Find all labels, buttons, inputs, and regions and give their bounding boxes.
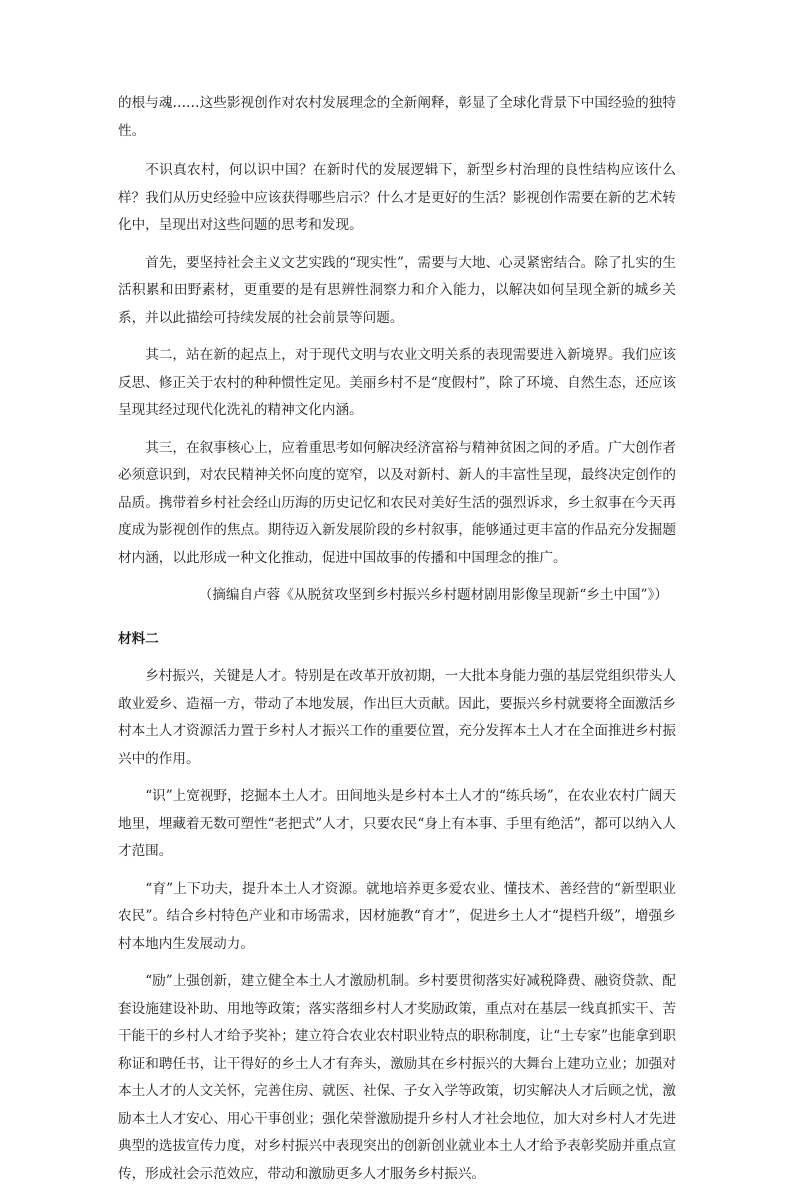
paragraph: “励”上强创新，建立健全本土人才激励机制。乡村要贯彻落实好减税降费、融资贷款、配套设施建设补助、用地等政策；落实落细乡村人才奖励政策，重点对在基层一线真抓实干、苦干能干的乡村人才给予奖补；建立符合农业农村职业特点的职称制度，让“土专家”也能拿到职称证和聘任书，让干得好的乡土人才有奔头，激励其在乡村振兴的大舞台上建功立业；加强对本土人才的人文关怀，完善住房、就医、社保、子女入学等政策，切实解决人才后顾之忧，激励本土人才安心、用心干事创业；强化荣誉激励提升乡村人才社会地位，加大对乡村人才先进典型的选拔宣传力度，对乡村振兴中表现突出的创新创业就业本土人才给予表彰奖励并重点宣传，形成社会示范效应，带动和激励更多人才服务乡村振兴。 (118, 973, 676, 1182)
paragraph: 首先，要坚持社会主义文艺实践的“现实性”，需要与大地、心灵紧密结合。除了扎实的生活积累和田野素材，更重要的是有思辨性洞察力和介入能力，以解决如何呈现全新的城乡关系，并以此描绘可持续发展的社会前景等问题。 (118, 254, 676, 326)
paragraph: “识”上宽视野，挖掘本土人才。田间地头是乡村本土人才的“练兵场”，在农业农村广阔天地里，埋藏着无数可塑性“老把式”人才，只要农民“身上有本事、手里有绝活”，都可以纳入人才范围。 (118, 788, 676, 859)
paragraph: 其二，站在新的起点上，对于现代文明与农业文明关系的表现需要进入新境界。我们应该反思、修正关于农村的种种惯性定见。美丽乡村不是“度假村”，除了环境、自然生态，还应该呈现其经过现代化洗礼的精神文化内涵。 (118, 347, 676, 418)
source-citation: （摘编自卢蓉《从脱贫攻坚到乡村振兴乡村题材剧用影像呈现新“乡土中国”》） (198, 587, 668, 603)
paragraph-continuation: 的根与魂……这些影视创作对农村发展理念的全新阐释，彰显了全球化背景下中国经验的独特性。 (118, 95, 676, 139)
paragraph: “育”上下功夫，提升本土人才资源。就地培养更多爱农业、懂技术、善经营的“新型职业农民”。结合乡村特色产业和市场需求，因材施教“育才”，促进乡土人才“提档升级”，增强乡村本地内生发展动力。 (118, 880, 676, 952)
paragraph: 不识真农村，何以识中国？在新时代的发展逻辑下，新型乡村治理的良性结构应该什么样？我们从历史经验中应该获得哪些启示？什么才是更好的生活？影视创作需要在新的艺术转化中，呈现出对这些问题的思考和发现。 (118, 162, 676, 233)
article-body (118, 90, 676, 1188)
paragraph: 其三，在叙事核心上，应着重思考如何解决经济富裕与精神贫困之间的矛盾。广大创作者必须意识到，对农民精神关怀向度的宽窄，以及对新村、新人的丰富性呈现，最终决定创作的品质。携带着乡村社会经山历海的历史记忆和农民对美好生活的强烈诉求，乡土叙事在今天再度成为影视创作的焦点。期待迈入新发展阶段的乡村叙事，能够通过更丰富的作品充分发掘题材内涵，以此形成一种文化推动，促进中国故事的传播和中国理念的推广。 (118, 439, 676, 566)
paragraph: 乡村振兴，关键是人才。特别是在改革开放初期，一大批本身能力强的基层党组织带头人敢业爱乡、造福一方，带动了本地发展，作出巨大贡献。因此，要振兴乡村就要将全面激活乡村本土人才资源活力置于乡村人才振兴工作的重要位置，充分发挥本土人才在全面推进乡村振兴中的作用。 (118, 668, 676, 767)
section-heading: 材料二 (118, 630, 159, 647)
